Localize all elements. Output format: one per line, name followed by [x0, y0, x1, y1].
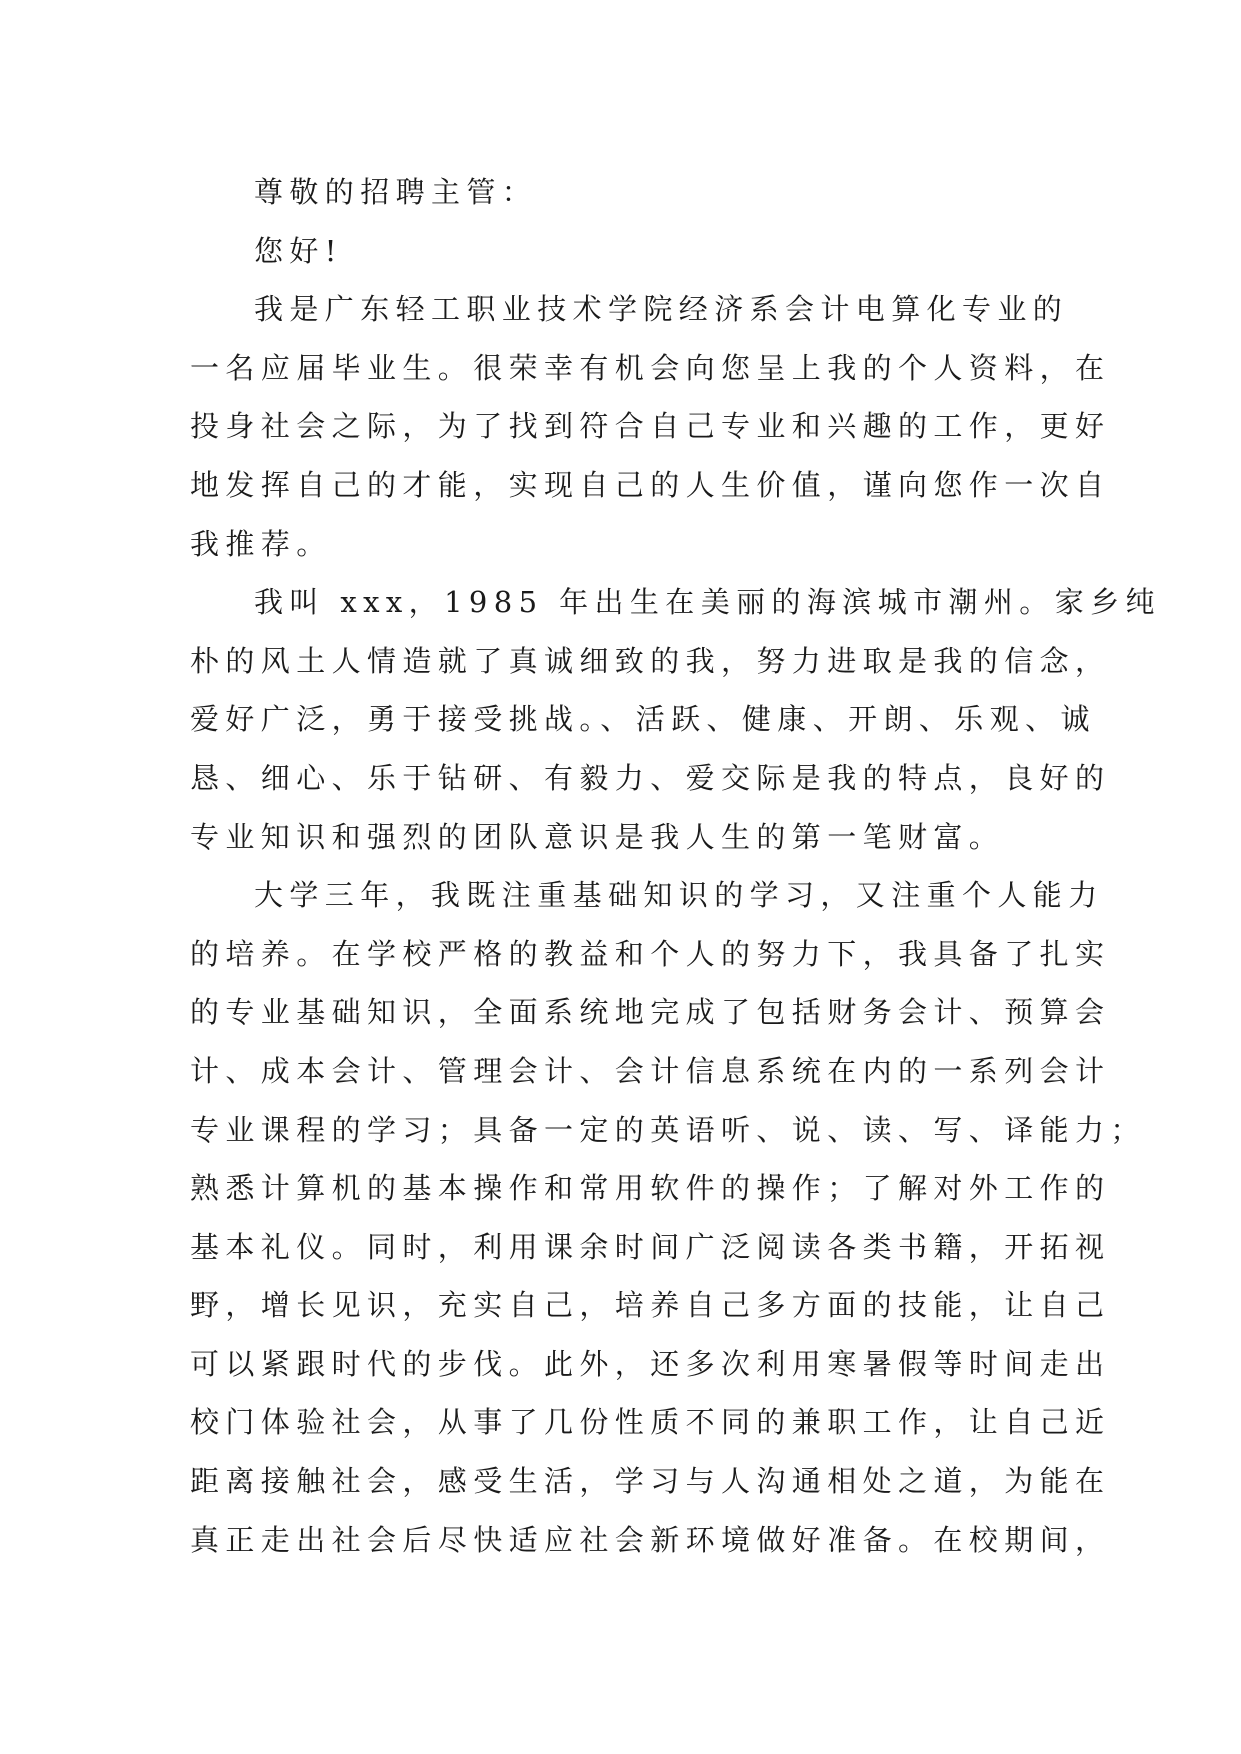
paragraph-line: 恳、细心、乐于钻研、有毅力、爱交际是我的特点，良好的: [190, 760, 1111, 795]
paragraph-line: 爱好广泛，勇于接受挑战。、活跃、健康、开朗、乐观、诚: [190, 702, 1096, 737]
paragraph-line: 的培养。在学校严格的教益和个人的努力下，我具备了扎实: [190, 936, 1111, 971]
paragraph-line: 朴的风土人情造就了真诚细致的我，努力进取是我的信念，: [190, 643, 1111, 678]
paragraph-line: 我叫 xxx，1985 年出生在美丽的海滨城市潮州。家乡纯: [254, 585, 1161, 620]
paragraph-line: 校门体验社会，从事了几份性质不同的兼职工作，让自己近: [190, 1405, 1111, 1440]
paragraph-line: 我是广东轻工职业技术学院经济系会计电算化专业的: [254, 292, 1069, 327]
paragraph-line: 可以紧跟时代的步伐。此外，还多次利用寒暑假等时间走出: [190, 1346, 1111, 1381]
paragraph-line: 我推荐。: [190, 526, 332, 561]
paragraph-line: 计、成本会计、管理会计、会计信息系统在内的一系列会计: [190, 1053, 1111, 1088]
paragraph-line: 地发挥自己的才能，实现自己的人生价值，谨向您作一次自: [190, 467, 1111, 502]
paragraph-line: 专业课程的学习；具备一定的英语听、说、读、写、译能力；: [190, 1112, 1146, 1147]
paragraph-line: 专业知识和强烈的团队意识是我人生的第一笔财富。: [190, 819, 1005, 854]
paragraph-personal: [190, 573, 1161, 866]
paragraph-line: 真正走出社会后尽快适应社会新环境做好准备。在校期间，: [190, 1522, 1111, 1557]
paragraph-line: 野，增长见识，充实自己，培养自己多方面的技能，让自己: [190, 1288, 1111, 1323]
paragraph-line: 距离接触社会，感受生活，学习与人沟通相处之道，为能在: [190, 1464, 1111, 1499]
greeting: 您好!: [254, 233, 343, 268]
letter-body: [190, 163, 1161, 1569]
paragraph-line: 投身社会之际，为了找到符合自己专业和兴趣的工作，更好: [190, 409, 1111, 444]
paragraph-line: 一名应届毕业生。很荣幸有机会向您呈上我的个人资料，在: [190, 350, 1111, 385]
salutation: 尊敬的招聘主管：: [254, 175, 538, 209]
paragraph-line: 熟悉计算机的基本操作和常用软件的操作；了解对外工作的: [190, 1171, 1111, 1206]
paragraph-line: 基本礼仪。同时，利用课余时间广泛阅读各类书籍，开拓视: [190, 1229, 1111, 1264]
paragraph-line: 大学三年，我既注重基础知识的学习，又注重个人能力: [254, 878, 1104, 913]
paragraph-introduction: [190, 280, 1111, 573]
paragraph-university: [190, 866, 1146, 1569]
paragraph-line: 的专业基础知识，全面系统地完成了包括财务会计、预算会: [190, 995, 1111, 1030]
